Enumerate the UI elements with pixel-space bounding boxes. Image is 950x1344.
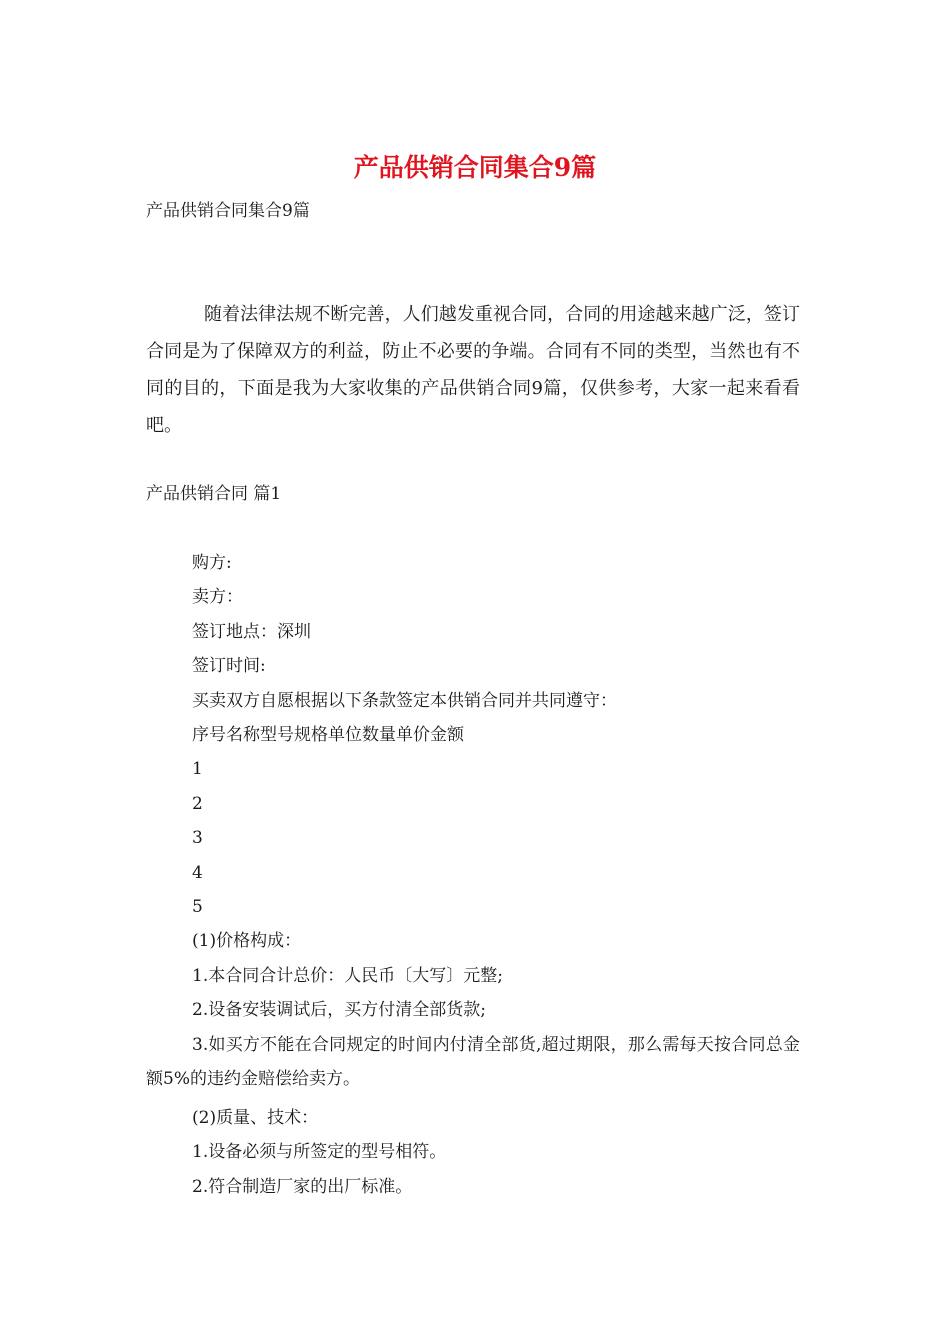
buyer-line: 购方: — [192, 553, 232, 573]
clause-late-payment: 3.如买方不能在合同规定的时间内付清全部货,超过期限，那么需每天按合同总金额5%的违约金赔偿给卖方。 — [146, 1035, 800, 1090]
quality-clause-model: 1.设备必须与所签定的型号相符。 — [192, 1142, 447, 1163]
intro-paragraph: 随着法律法规不断完善，人们越发重视合同，合同的用途越来越广泛，签订合同是为了保障双方的利益，防止不必要的争端。合同有不同的类型，当然也有不同的目的，下面是我为大家收集的产品供销合同9篇，仅供参考，大家一起来看看吧。 — [146, 304, 800, 436]
signing-place-line: 签订地点：深圳 — [192, 621, 311, 642]
table-row-number: 2 — [192, 793, 203, 814]
quality-section — [192, 1101, 800, 1204]
price-composition-heading: (1)价格构成： — [192, 931, 302, 952]
table-row-number: 3 — [192, 828, 203, 849]
signing-time-line: 签订时间: — [192, 656, 266, 677]
table-row-number: 1 — [192, 759, 203, 780]
agreement-statement: 买卖双方自愿根据以下条款签定本供销合同并共同遵守： — [192, 690, 617, 711]
quality-clause-standard: 2.符合制造厂家的出厂标准。 — [192, 1176, 413, 1197]
document-subtitle: 产品供销合同集合9篇 — [146, 201, 310, 221]
quality-heading: (2)质量、技术： — [192, 1108, 319, 1128]
table-header-line: 序号名称型号规格单位数量单价金额 — [192, 724, 464, 745]
clause-total-price: 1.本合同合计总价：人民币〔大写〕元整; — [192, 965, 503, 986]
document-title: 产品供销合同集合9篇 — [353, 153, 597, 182]
clause-payment: 2.设备安装调试后，买方付清全部货款; — [192, 1000, 486, 1021]
table-row-number: 5 — [192, 896, 203, 917]
seller-line: 卖方： — [192, 587, 243, 608]
table-row-number: 4 — [192, 862, 203, 883]
contract-lines — [192, 546, 800, 1027]
section-heading: 产品供销合同 篇1 — [146, 484, 282, 504]
